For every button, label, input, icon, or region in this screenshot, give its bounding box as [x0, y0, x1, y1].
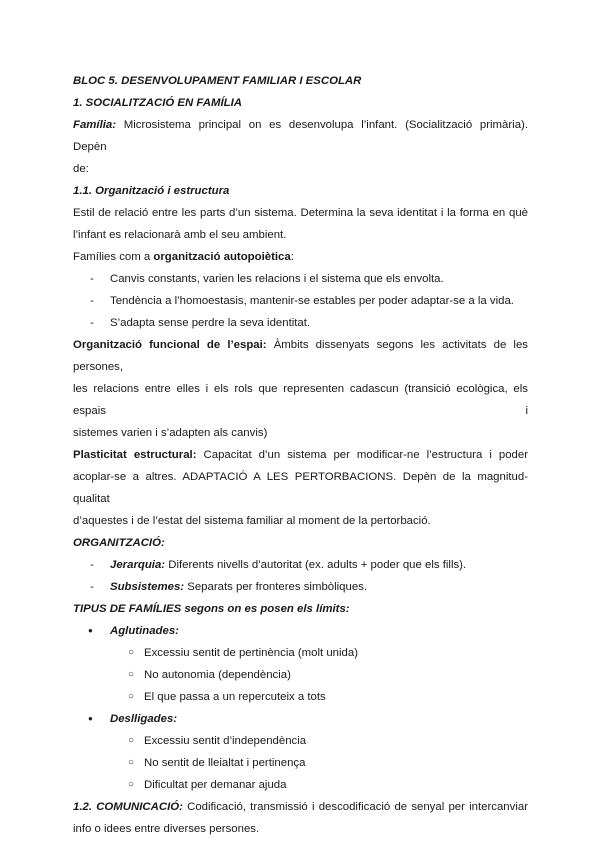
jerarquia-label: Jerarquia:	[110, 559, 166, 571]
list-item: ○ No autonomia (dependència)	[73, 664, 528, 686]
funcional-paragraph-line2: les relacions entre elles i els rols que representen cadascun (transició ecològica, els espais i	[73, 383, 528, 417]
subsection-heading-organitzacio: 1.1. Organització i estructura	[73, 185, 230, 197]
comunicacio-text: Codificació, transmissió i descodificació de senyal per intercanviar	[182, 801, 528, 813]
list-item: - S’adapta sense perdre la seva identitat.	[73, 312, 528, 334]
aglutinades-bullet: ● Aglutinades:	[73, 620, 528, 642]
plasticitat-label: Plasticitat estructural:	[73, 449, 197, 461]
comunicacio-paragraph-line2: info o idees entre diverses persones.	[73, 823, 260, 835]
familia-paragraph-line1	[73, 114, 528, 158]
jerarquia-text: Diferents nivells d’autoritat (ex. adults + poder que els fills).	[165, 559, 467, 571]
plasticitat-text: Capacitat d’un sistema per modificar-ne l’estructura i poder	[196, 449, 529, 461]
list-item: ○ El que passa a un repercuteix a tots	[73, 686, 528, 708]
familia-paragraph-line2: de:	[73, 163, 89, 175]
section-heading-socialitzacio: 1. SOCIALITZACIÓ EN FAMÍLIA	[73, 97, 242, 109]
plasticitat-paragraph-line1	[73, 444, 528, 466]
comunicacio-paragraph-line1	[73, 796, 528, 818]
familia-text: Microsistema principal on es desenvolupa l’infant. (Socialització primària). Depèn	[73, 119, 528, 153]
list-item: - Canvis constants, varien les relacions i el sistema que els envolta.	[73, 268, 528, 290]
tipus-families-heading: TIPUS DE FAMÍLIES segons on es posen els límits:	[73, 603, 350, 615]
subsistemes-label: Subsistemes:	[110, 581, 185, 593]
organitzacio-text-line2: l’infant es relacionarà amb el seu ambient.	[73, 229, 287, 241]
list-item: ○ Excessiu sentit d’independència	[73, 730, 528, 752]
subsistemes-text: Separats per fronteres simbòliques.	[184, 581, 368, 593]
funcional-paragraph-line1	[73, 334, 528, 378]
bloc-heading: BLOC 5. DESENVOLUPAMENT FAMILIAR I ESCOLAR	[73, 75, 362, 87]
autopoietica-term: organització autopoiètica	[153, 251, 291, 263]
funcional-paragraph-line3: sistemes varien i s’adapten als canvis)	[73, 427, 268, 439]
list-item: ○ Dificultat per demanar ajuda	[73, 774, 528, 796]
organitzacio-text-line1: Estil de relació entre les parts d’un sistema. Determina la seva identitat i la forma en què	[73, 207, 528, 219]
autopoietica-intro	[73, 246, 528, 268]
list-item	[73, 576, 528, 598]
familia-label: Família:	[73, 119, 117, 131]
comunicacio-label: 1.2. COMUNICACIÓ:	[73, 801, 183, 813]
funcional-text: Àmbits dissenyats segons les activitats de les persones,	[73, 339, 528, 373]
plasticitat-paragraph-line2: acoplar-se a altres. ADAPTACIÓ A LES PERTORBACIONS. Depèn de la magnitud-qualitat	[73, 471, 528, 505]
funcional-label: Organització funcional de l’espai:	[73, 339, 267, 351]
list-item	[73, 554, 528, 576]
deslligades-bullet: ● Deslligades:	[73, 708, 528, 730]
plasticitat-paragraph-line3: d’aquestes i de l’estat del sistema familiar al moment de la pertorbació.	[73, 515, 431, 527]
list-item: ○ Excessiu sentit de pertinència (molt unida)	[73, 642, 528, 664]
autopoietica-prefix: Famílies com a	[73, 251, 154, 263]
list-item: ○ No sentit de lleialtat i pertinença	[73, 752, 528, 774]
document-page	[73, 70, 528, 840]
organitzacio-heading: ORGANITZACIÓ:	[73, 537, 165, 549]
list-item: - Tendència a l’homoestasis, mantenir-se estables per poder adaptar-se a la vida.	[73, 290, 528, 312]
autopoietica-suffix: :	[290, 251, 294, 263]
